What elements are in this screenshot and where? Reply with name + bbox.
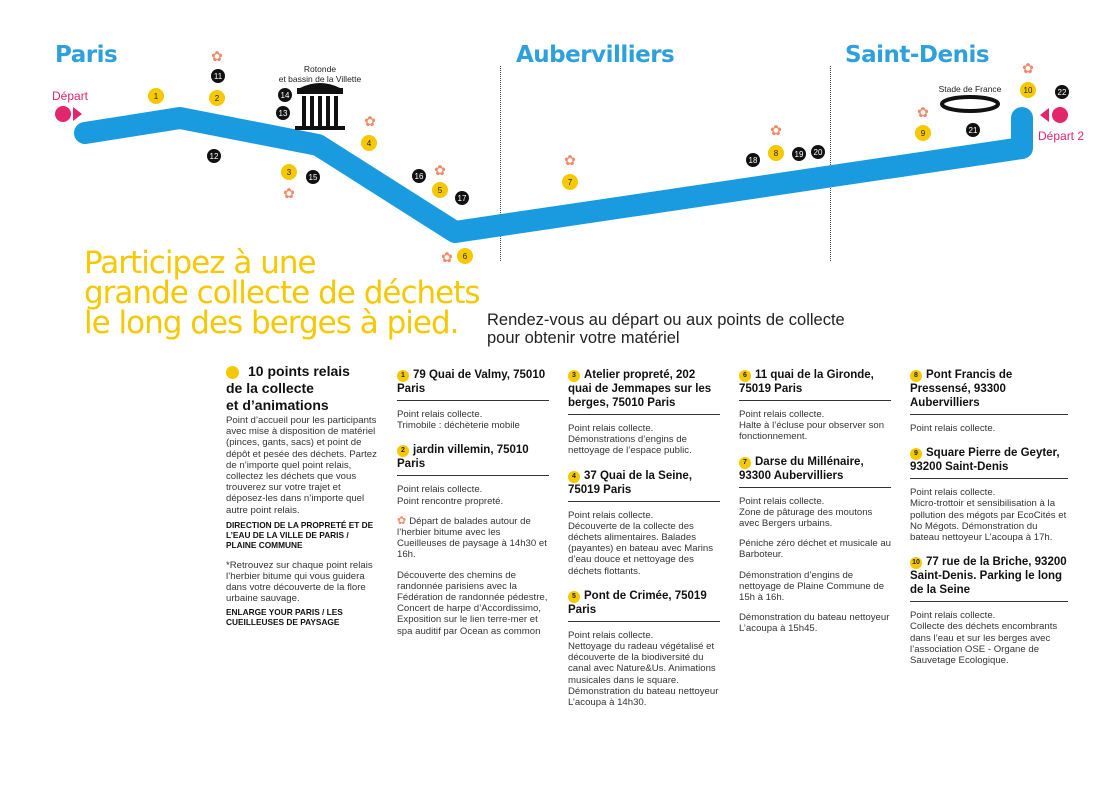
point-10-badge: 10	[910, 557, 922, 569]
point-1-line: Trimobile : déchèterie mobile	[397, 420, 520, 432]
flower-icon: ✿	[364, 114, 376, 130]
flower-icon: ✿	[283, 186, 295, 202]
relay-point-marker-label: 1	[153, 92, 159, 101]
city-label-aubervilliers: Aubervilliers	[516, 42, 675, 68]
flower-icon: ✿	[441, 250, 453, 266]
depart2-arrow-icon	[1040, 108, 1049, 122]
relay-point-marker-label: 10	[1023, 86, 1033, 95]
intro-heading: 10 points relais de la collecte et d’animations	[226, 363, 350, 413]
point-4-line: Point relais collecte.	[568, 509, 654, 521]
point-3-badge: 3	[568, 370, 580, 382]
depart-label: Départ	[52, 89, 89, 103]
point-10-title: 10 77 rue de la Briche, 93200 Saint-Denis. Parking le long de la Seine	[910, 556, 1067, 597]
point-1-line: Point relais collecte.	[397, 409, 483, 420]
stade-label: Stade de France	[938, 84, 1002, 94]
point-6-line: Halte à l’écluse pour observer son fonctionnement.	[739, 420, 885, 443]
flower-icon: ✿	[1022, 61, 1034, 77]
city-label-saint-denis: Saint-Denis	[845, 42, 990, 68]
point-4-line: Découverte de la collecte des déchets alimentaires. Balades (payantes) en bateau avec Marins d’eau douce et nettoyage des déchets flottants.	[568, 520, 714, 577]
point-6-title: 6 11 quai de la Gironde, 75019 Paris	[739, 369, 874, 395]
point-7-badge: 7	[739, 457, 751, 469]
points-column-3	[568, 368, 720, 708]
point-2-extra: Découverte des chemins de randonnée parisiens avec la Fédération de randonnée pédestre, Concert de harpe d’Accordissimo, Exposition sur le lien terre-mer et spa auditif par Ocean as common	[397, 569, 548, 637]
map-point-marker-label: 11	[213, 72, 223, 81]
point-10-line: Collecte des déchets encombrants dans l’eau et sur les berges avec l’association OSE - Organe de Sauvetage Ecologique.	[910, 621, 1058, 667]
point-2-badge: 2	[397, 445, 409, 457]
rotonde-label: Rotonde et bassin de la Villette	[278, 64, 362, 84]
relay-point-marker-label: 5	[437, 186, 443, 195]
intro-column	[226, 363, 378, 627]
point-3-line: Point relais collecte.	[568, 423, 654, 434]
points-column-5	[910, 368, 1068, 666]
point-6-badge: 6	[739, 370, 751, 382]
page-subtitle: Rendez-vous au départ ou aux points de collecte pour obtenir votre matériel	[487, 311, 845, 347]
map-point-marker-label: 20	[813, 148, 823, 157]
points-column-4	[739, 368, 891, 635]
relay-point-marker-label: 2	[214, 94, 220, 103]
point-10-line: Point relais collecte.	[910, 610, 996, 622]
point-4-badge: 4	[568, 471, 580, 483]
point-3-title: 3 Atelier propreté, 202 quai de Jemmapes sur les berges, 75010 Paris	[568, 369, 712, 409]
map-point-marker-label: 16	[414, 172, 424, 181]
intro-credit-1: DIRECTION DE LA PROPRETÉ ET DE L’EAU DE LA VILLE DE PARIS / PLAINE COMMUNE	[226, 519, 374, 550]
point-7-line: Zone de pâturage des moutons avec Bergers urbains.	[739, 506, 873, 530]
point-8-badge: 8	[910, 370, 922, 382]
flower-icon: ✿	[397, 514, 407, 527]
yellow-dot-icon	[226, 366, 239, 379]
point-9-title: 9 Square Pierre de Geyter, 93200 Saint-Denis	[910, 447, 1060, 474]
map-point-marker-label: 13	[278, 109, 288, 118]
point-5-line: Point relais collecte.	[568, 629, 654, 641]
map-point-marker-label: 21	[968, 126, 978, 135]
point-8-line: Point relais collecte.	[910, 423, 996, 434]
depart2-marker	[1052, 107, 1068, 123]
point-7-line: Démonstration d’engins de nettoyage de Plaine Commune de 15h à 16h.	[739, 569, 885, 604]
relay-point-marker-label: 4	[366, 139, 372, 148]
relay-point-marker-label: 3	[286, 168, 292, 177]
flower-icon: ✿	[211, 49, 223, 65]
map-point-marker-label: 18	[748, 156, 758, 165]
flower-icon: ✿	[917, 105, 929, 121]
flower-icon: ✿	[434, 163, 446, 179]
point-1-title: 1 79 Quai de Valmy, 75010 Paris	[397, 369, 546, 395]
point-9-line: Micro-trottoir et sensibilisation à la pollution des mégots par EcoCités et No Mégots. Démonstration du bateau nettoyeur L’acoupa à 17h.	[910, 498, 1067, 544]
page-title: Participez à une grande collecte de déchets le long des berges à pied.	[84, 245, 480, 341]
points-column-2	[397, 368, 549, 637]
point-5-line: Nettoyage du radeau végétalisé et découverte de la biodiversité du canal avec Nature&Us. Animations musicales dans le square. Démonstration du bateau nettoyeur L’acoupa à 14h30.	[568, 641, 719, 709]
route-line	[85, 118, 1022, 232]
depart-marker	[55, 106, 71, 122]
stade-icon	[942, 97, 998, 111]
point-3-line: Démonstrations d’engins de nettoyage de l’espace public.	[568, 434, 692, 457]
point-4-title: 4 37 Quai de la Seine, 75019 Paris	[568, 469, 693, 496]
city-label-paris: Paris	[55, 42, 118, 68]
flower-icon: ✿	[564, 153, 576, 169]
map-point-marker-label: 15	[308, 173, 318, 182]
point-2-extra: ✿ Départ de balades autour de l’herbier bitume avec les Cueilleuses de paysage à 14h30 et 16h.	[397, 514, 547, 561]
depart2-label: Départ 2	[1038, 129, 1085, 143]
point-1-badge: 1	[397, 370, 409, 382]
map-point-marker-label: 14	[280, 91, 290, 100]
depart-arrow-icon	[73, 107, 82, 121]
map-point-marker-label: 22	[1057, 88, 1067, 97]
rotonde-icon	[295, 83, 345, 130]
point-6-line: Point relais collecte.	[739, 409, 825, 420]
intro-quote: *Retrouvez sur chaque point relais l’herbier bitume qui vous guidera dans votre découverte de la flore urbaine sauvage.	[226, 559, 373, 605]
relay-point-marker-label: 9	[920, 129, 926, 138]
point-2-title: 2 jardin villemin, 75010 Paris	[397, 444, 529, 471]
point-5-title: 5 Pont de Crimée, 75019 Paris	[568, 589, 707, 616]
point-8-title: 8 Pont Francis de Pressensé, 93300 Aubervilliers	[910, 369, 1013, 409]
intro-credit-2: ENLARGE YOUR PARIS / LES CUEILLEUSES DE PAYSAGE	[226, 606, 343, 627]
map-point-marker-label: 17	[457, 194, 467, 203]
relay-point-marker-label: 7	[567, 178, 573, 187]
point-2-line: Point relais collecte.	[397, 484, 483, 496]
point-7-line: Péniche zéro déchet et musicale au Barboteur.	[739, 538, 891, 561]
point-7-line: Point relais collecte.	[739, 495, 825, 507]
point-2-line: Point rencontre propreté.	[397, 495, 504, 507]
point-9-badge: 9	[910, 448, 922, 460]
point-9-line: Point relais collecte.	[910, 487, 996, 499]
relay-point-marker-label: 8	[773, 149, 779, 158]
map-point-marker-label: 19	[794, 150, 804, 159]
map-point-marker-label: 12	[209, 152, 219, 161]
point-7-line: Démonstration du bateau nettoyeur L’acoupa à 15h45.	[739, 612, 890, 635]
point-5-badge: 5	[568, 591, 580, 603]
intro-body: Point d’accueil pour les participants avec mise à disposition de matériel (pinces, gants, sacs) et point de dépôt et pesée des déchets. Partez de n’importe quel point relais, collectez les déchets que vous trouverez sur votre trajet et déposez-les dans n’importe quel autre point relais.	[226, 415, 377, 516]
point-7-title: 7 Darse du Millénaire, 93300 Aubervilliers	[739, 455, 864, 482]
relay-point-marker-label: 6	[462, 252, 468, 261]
flower-icon: ✿	[770, 123, 782, 139]
